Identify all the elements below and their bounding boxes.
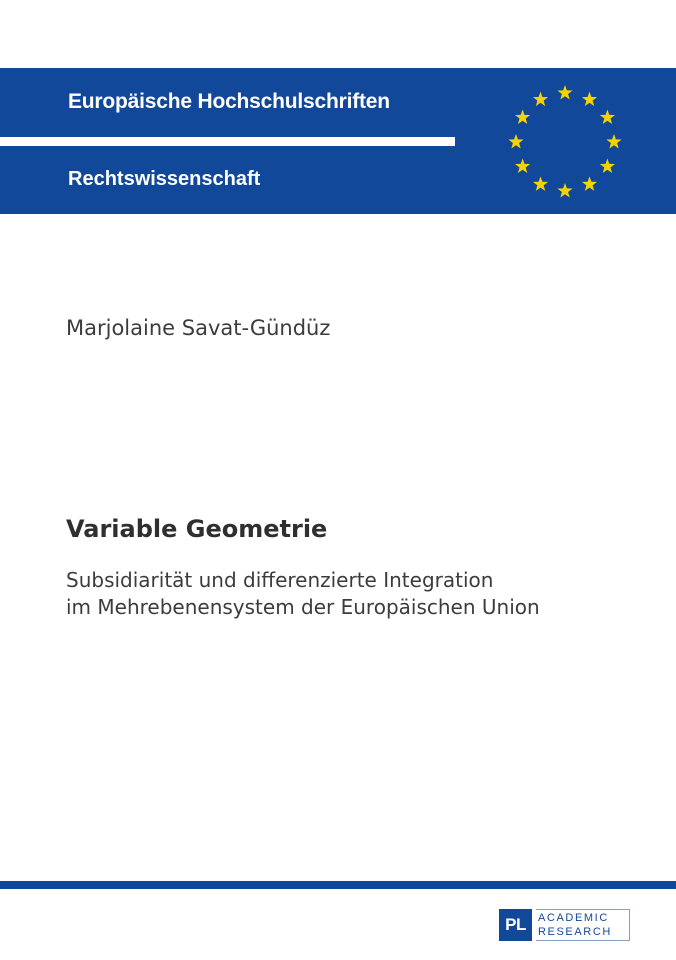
publisher-word-research: RESEARCH xyxy=(538,926,612,938)
star-icon xyxy=(508,134,523,149)
star-icon xyxy=(600,159,615,174)
star-icon xyxy=(606,134,621,149)
bottom-rule xyxy=(0,881,676,889)
star-icon xyxy=(515,110,530,125)
star-icon xyxy=(533,176,548,191)
star-icon xyxy=(557,183,572,198)
eu-stars-icon xyxy=(500,78,630,206)
author-name: Marjolaine Savat-Gündüz xyxy=(66,316,331,340)
series-title: Europäische Hochschulschriften xyxy=(68,90,390,113)
star-icon xyxy=(582,176,597,191)
subtitle-line-2: im Mehrebenensystem der Europäischen Union xyxy=(66,595,540,619)
star-icon xyxy=(600,110,615,125)
publisher-word-academic: ACADEMIC xyxy=(538,912,609,924)
publisher-mark: PL xyxy=(499,909,532,941)
star-icon xyxy=(515,159,530,174)
publisher-logo xyxy=(499,909,631,941)
star-icon xyxy=(582,92,597,107)
series-divider xyxy=(0,137,455,146)
star-icon xyxy=(533,92,548,107)
book-title: Variable Geometrie xyxy=(66,515,328,543)
subtitle-line-1: Subsidiarität und differenzierte Integration xyxy=(66,568,494,592)
star-icon xyxy=(557,85,572,100)
series-subject: Rechtswissenschaft xyxy=(68,168,261,190)
book-subtitle xyxy=(66,567,540,621)
publisher-wordmark xyxy=(536,909,630,941)
